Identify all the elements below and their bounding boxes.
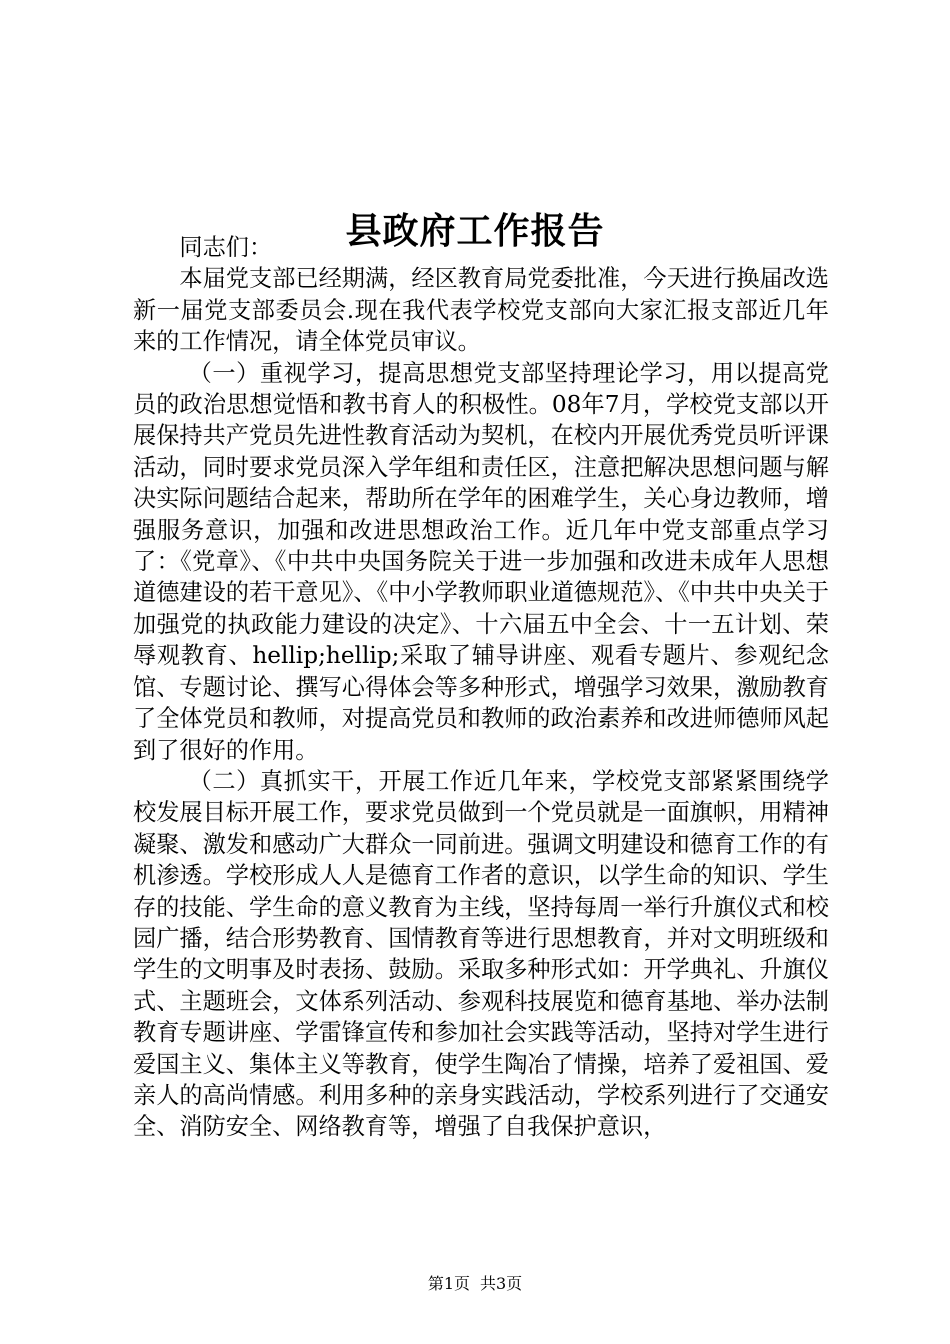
page-number: 第1页	[427, 1274, 470, 1293]
document-title: 县政府工作报告	[345, 210, 605, 253]
page-total: 共3页	[480, 1274, 523, 1293]
paragraph-section-1: （一）重视学习，提高思想党支部坚持理论学习，用以提高党员的政治思想觉悟和教书育人的积极性。08年7月，学校党支部以开展保持共产党员先进性教育活动为契机，在校内开展优秀党员听评课活动，同时要求党员深入学年组和责任区，注意把解决思想问题与解决实际问题结合起来，帮助所在学年的困难学生，关心身边教师，增强服务意识，加强和改进思想政治工作。近几年中党支部重点学习了：《党章》、《中共中央国务院关于进一步加强和改进未成年人思想道德建设的若干意见》、《中小学教师职业道德规范》、《中共中央关于加强党的执政能力建设的决定》、十六届五中全会、十一五计划、荣辱观教育、hellip;hellip;采取了辅导讲座、观看专题片、参观纪念馆、专题讨论、撰写心得体会等多种形式，增强学习效果，激励教育了全体党员和教师，对提高党员和教师的政治素养和改进师德师风起到了很好的作用。	[133, 359, 829, 764]
document-body	[133, 232, 829, 1143]
paragraph-section-2: （二）真抓实干，开展工作近几年来，学校党支部紧紧围绕学校发展目标开展工作，要求党员做到一个党员就是一面旗帜，用精神凝聚、激发和感动广大群众一同前进。强调文明建设和德育工作的有机渗透。学校形成人人是德育工作者的意识，以学生命的知识、学生存的技能、学生命的意义教育为主线，坚持每周一举行升旗仪式和校园广播，结合形势教育、国情教育等进行思想教育，并对文明班级和学生的文明事及时表扬、鼓励。采取多种形式如：开学典礼、升旗仪式、主题班会，文体系列活动、参观科技展览和德育基地、举办法制教育专题讲座、学雷锋宣传和参加社会实践等活动，坚持对学生进行爱国主义、集体主义等教育，使学生陶冶了情操，培养了爱祖国、爱亲人的高尚情感。利用多种的亲身实践活动，学校系列进行了交通安全、消防安全、网络教育等，增强了自我保护意识，	[133, 767, 829, 1141]
paragraph-intro: 本届党支部已经期满，经区教育局党委批准，今天进行换届改选新一届党支部委员会.现在我代表学校党支部向大家汇报支部近几年来的工作情况，请全体党员审议。	[133, 265, 829, 356]
salutation: 同志们：	[179, 234, 273, 261]
page-footer	[0, 1273, 950, 1295]
